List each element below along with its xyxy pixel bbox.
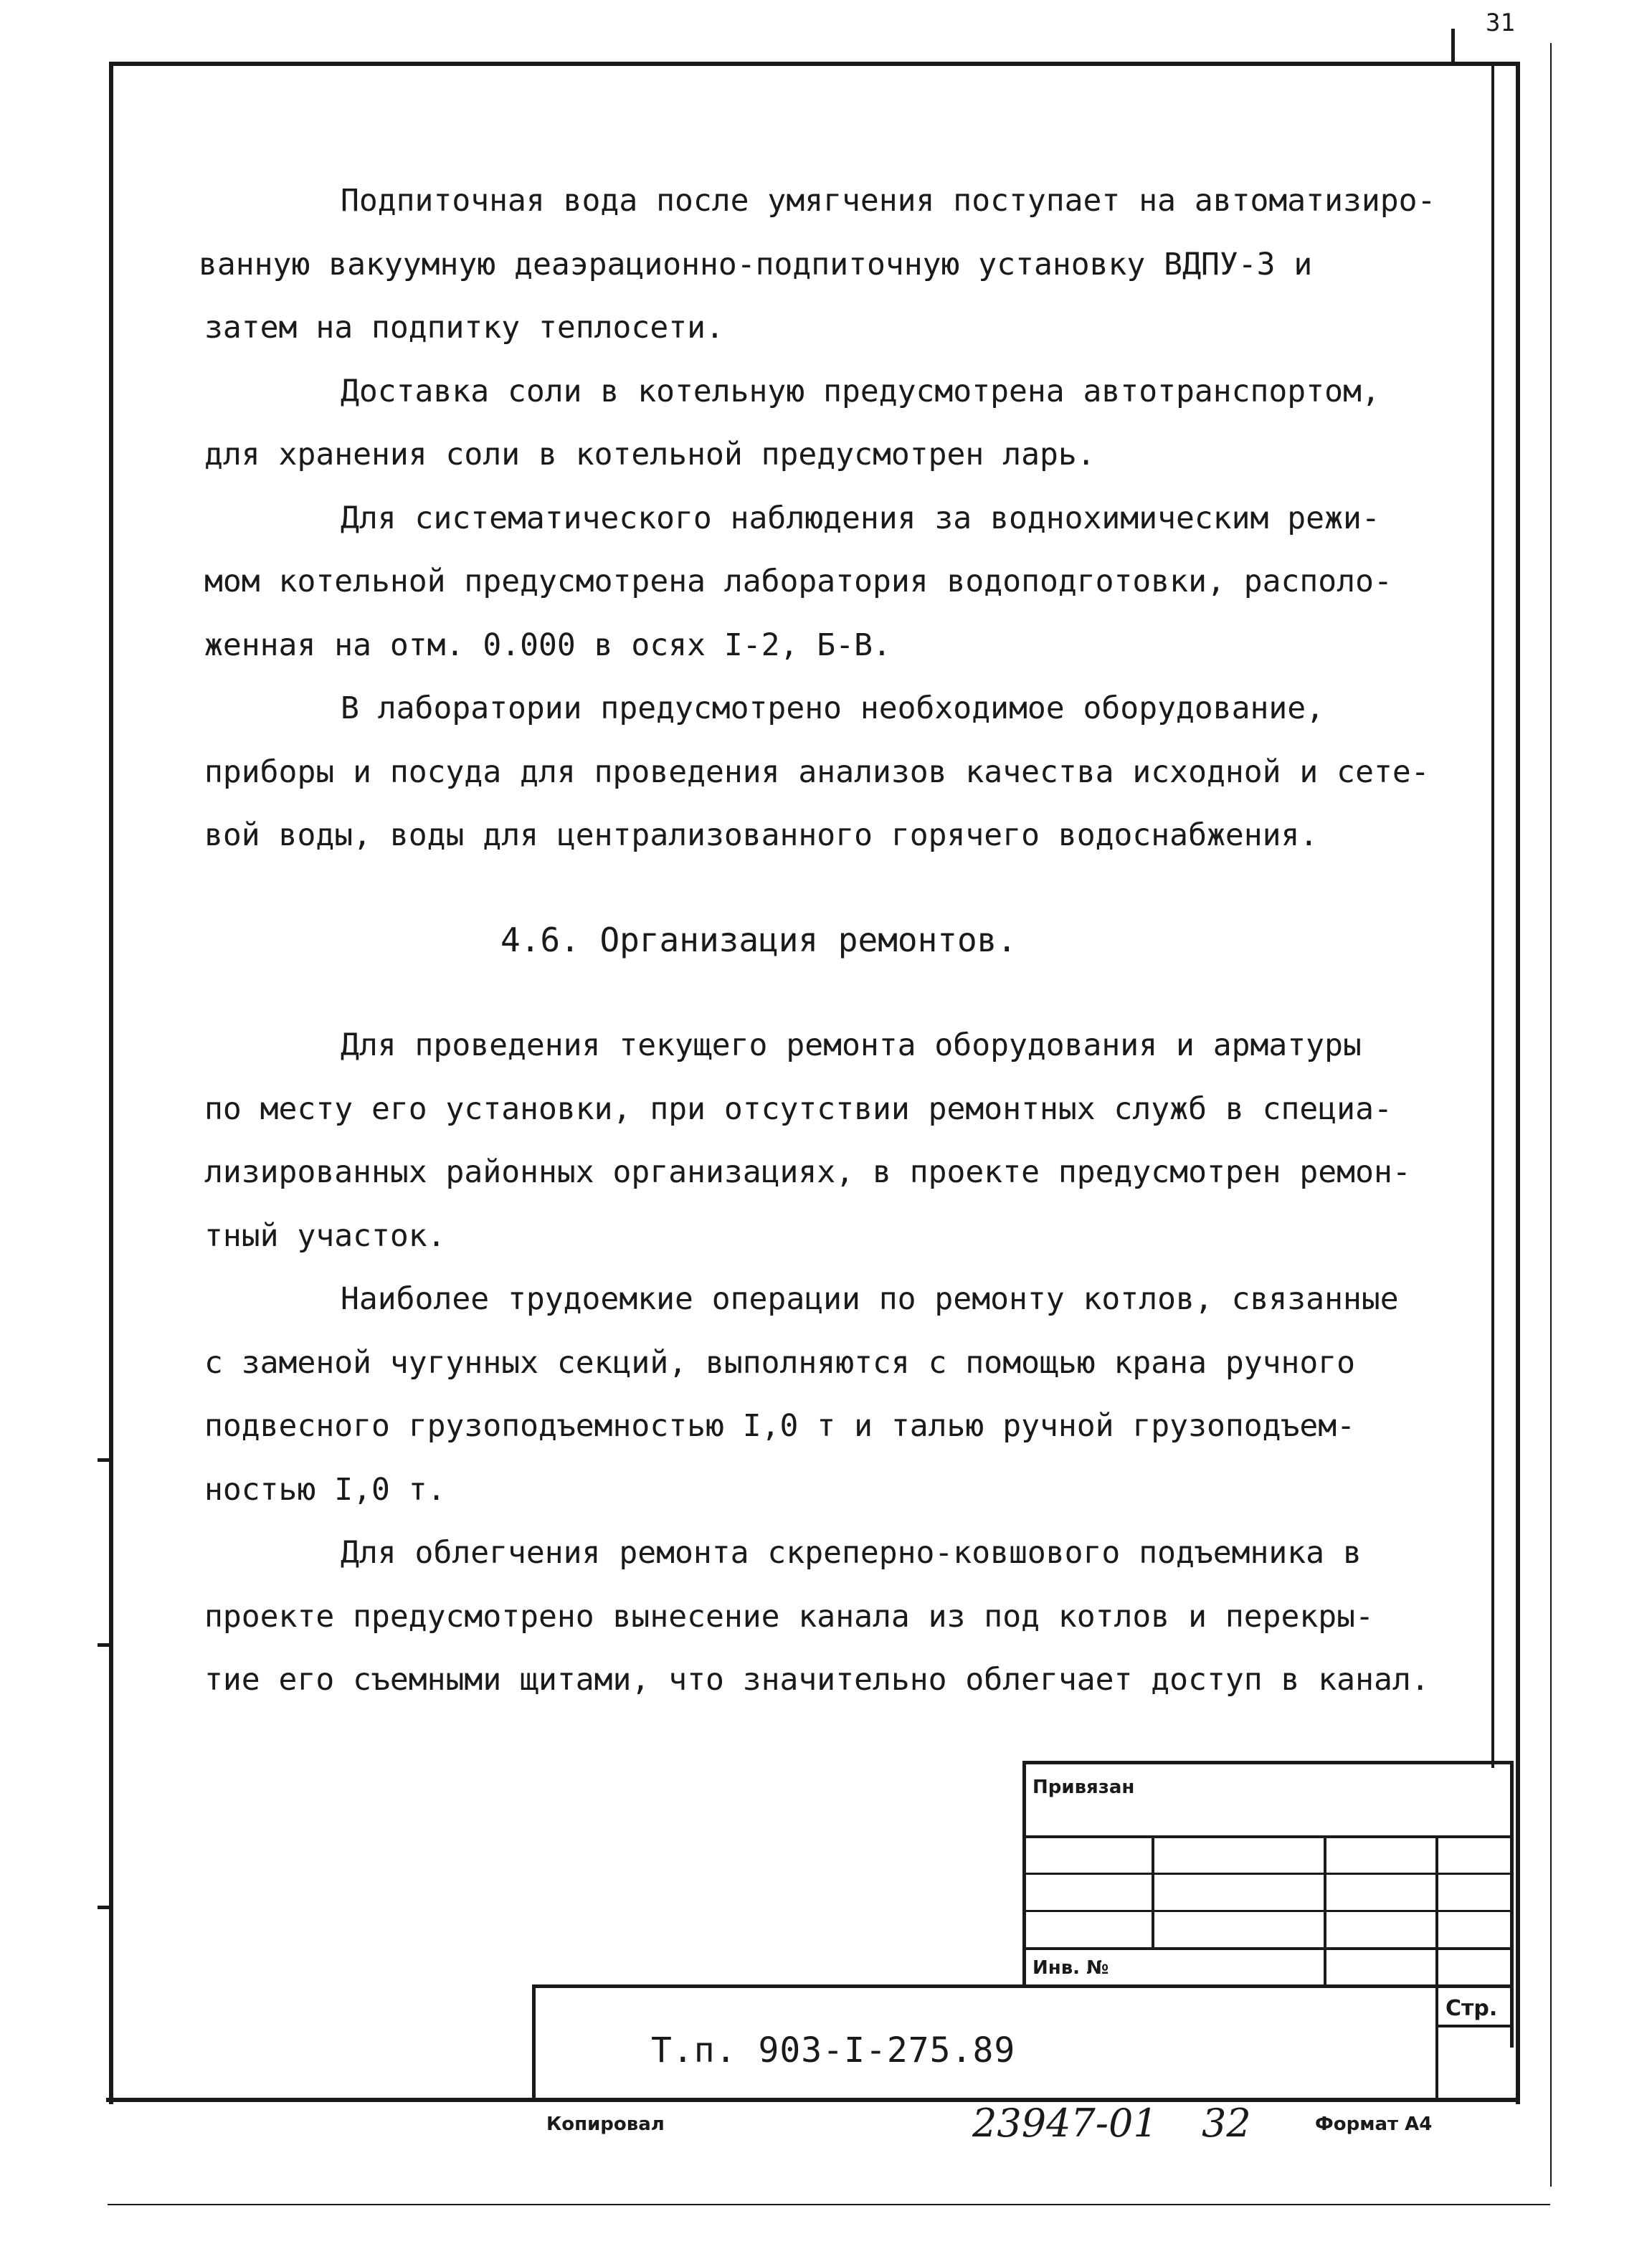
inventory-number-label: Инв. № xyxy=(1032,1957,1109,1979)
text-line: женная на отм. 0.000 в осях I-2, Б-В. xyxy=(204,627,891,663)
text-line: вой воды, воды для централизованного горячего водоснабжения. xyxy=(204,817,1319,853)
stamp-line xyxy=(1022,1873,1513,1875)
stamp-line xyxy=(1022,1835,1513,1838)
text-line: проекте предусмотрено вынесение канала из под котлов и перекры- xyxy=(204,1598,1374,1635)
text-line: мом котельной предусмотрена лаборатория водоподготовки, располо- xyxy=(204,564,1392,599)
sheet-number: 32 xyxy=(1202,2101,1251,2146)
text-line: Подпиточная вода после умягчения поступает на автоматизиро- xyxy=(341,183,1436,219)
stamp-line xyxy=(532,1984,536,2101)
section-heading: 4.6. Организация ремонтов. xyxy=(500,921,1017,959)
text-line: подвесного грузоподъемностью I,0 т и талью ручной грузоподъем- xyxy=(204,1408,1356,1444)
outer-right-line xyxy=(1550,43,1552,2187)
text-line: ванную вакуумную деаэрационно-подпиточную установку ВДПУ-3 и xyxy=(199,246,1313,282)
stamp-line xyxy=(1022,1947,1513,1950)
text-line: Для проведения текущего ремонта оборудования и арматуры xyxy=(341,1027,1362,1063)
stamp-line xyxy=(532,1984,1513,1988)
text-line: ностью I,0 т. xyxy=(204,1471,446,1508)
text-line: тный участок. xyxy=(204,1217,446,1254)
margin-tick xyxy=(98,1906,112,1909)
stamp-line xyxy=(1022,1761,1513,1764)
text-line: Для систематического наблюдения за воднохимическим режи- xyxy=(341,500,1380,536)
text-line: для хранения соли в котельной предусмотрен ларь. xyxy=(204,437,1096,472)
stamp-line xyxy=(1435,1984,1438,2101)
page-corner-number: 31 xyxy=(1486,9,1515,37)
copy-number: 23947-01 xyxy=(972,2101,1158,2146)
document-code: Т.п. 903-I-275.89 xyxy=(651,2030,1016,2071)
body-text-repairs xyxy=(204,1014,1509,1712)
stamp-line xyxy=(1022,1910,1513,1912)
margin-tick xyxy=(98,1458,112,1462)
stamp-line xyxy=(1435,1835,1438,1987)
outer-bottom-line xyxy=(108,2204,1550,2205)
text-line: затем на подпитку теплосети. xyxy=(204,310,724,346)
margin-tick xyxy=(98,1643,112,1647)
text-line: лизированных районных организациях, в проекте предусмотрен ремон- xyxy=(204,1154,1411,1190)
text-line: по месту его установки, при отсутствии ремонтных служб в специа- xyxy=(204,1090,1392,1127)
format-label: Формат А4 xyxy=(1315,2114,1433,2135)
page-label: Стр. xyxy=(1446,1996,1498,2021)
body-text xyxy=(199,169,1509,867)
text-line: приборы и посуда для проведения анализов качества исходной и сете- xyxy=(204,753,1430,790)
copied-by-label: Копировал xyxy=(546,2114,665,2135)
text-line: с заменой чугунных секций, выполняются с помощью крана ручного xyxy=(204,1344,1356,1381)
text-line: В лаборатории предусмотрено необходимое оборудование, xyxy=(341,690,1325,726)
corner-tick xyxy=(1451,29,1455,62)
privyazan-label: Привязан xyxy=(1032,1777,1135,1798)
text-line: Для облегчения ремонта скреперно-ковшового подъемника в xyxy=(341,1535,1362,1571)
stamp-line xyxy=(1152,1835,1154,1949)
stamp-line xyxy=(1435,2025,1513,2027)
text-line: Наиболее трудоемкие операции по ремонту котлов, связанные xyxy=(341,1281,1399,1317)
stamp-line xyxy=(1324,1835,1326,1987)
frame-bottom-line xyxy=(106,2098,1516,2102)
text-line: тие его съемными щитами, что значительно облегчает доступ в канал. xyxy=(204,1662,1430,1698)
text-line: Доставка соли в котельную предусмотрена автотранспортом, xyxy=(341,373,1380,409)
stamp-line xyxy=(1510,1761,1514,2048)
